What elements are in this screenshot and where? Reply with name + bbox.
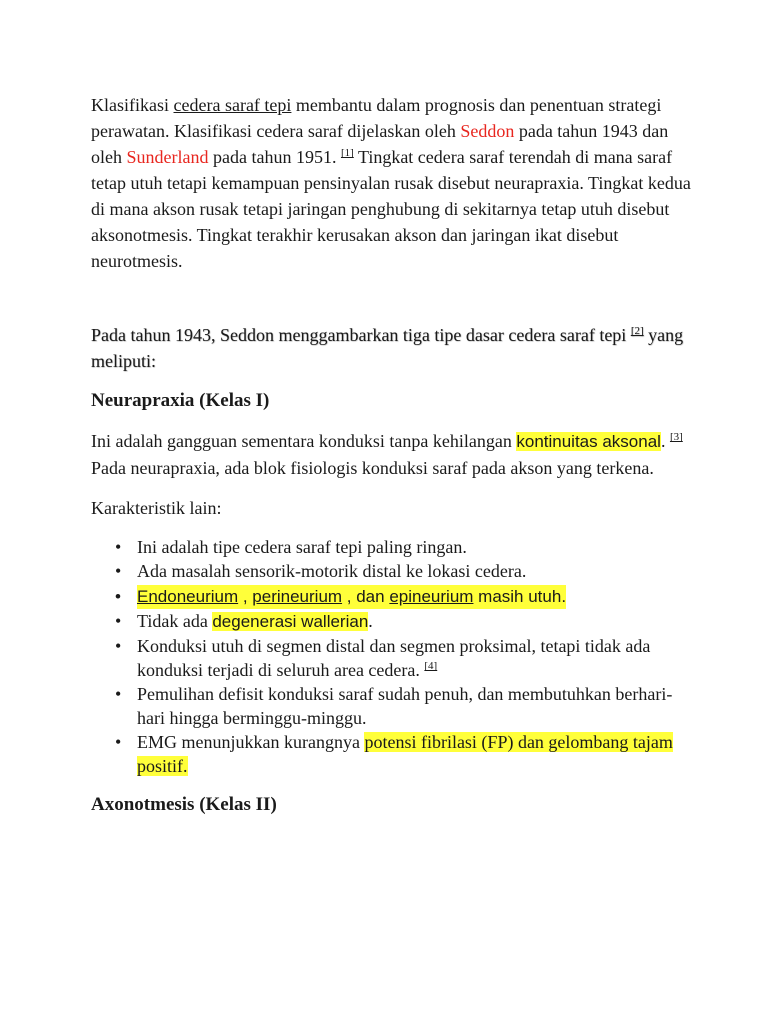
separator-text: , bbox=[238, 587, 253, 606]
ref-3[interactable]: [3] bbox=[669, 431, 683, 443]
item-text: EMG menunjukkan kurangnya bbox=[137, 732, 365, 752]
list-item-layers bbox=[137, 585, 566, 609]
separator-text: , dan bbox=[342, 587, 390, 606]
intro-text-5: Tingkat cedera saraf terendah di mana saraf tetap utuh tetapi kemampuan pensinyalan rusak disebut neurapraxia. Tingkat kedua di mana akson rusak tetapi jaringan penghubung di sekitarnya tetap utuh disebut aksonotmesis. Tingkat terakhir kerusakan akson dan jaringan ikat disebut neurotmesis. bbox=[91, 147, 691, 271]
highlight-degenerasi-wallerian: degenerasi wallerian bbox=[212, 612, 369, 631]
link-seddon[interactable]: Seddon bbox=[460, 121, 515, 141]
item-text: Konduksi utuh di segmen distal dan segmen proksimal, tetapi tidak ada konduksi terjadi di seluruh area cedera. bbox=[137, 636, 651, 680]
heading-axonotmesis: Axonotmesis (Kelas II) bbox=[91, 794, 277, 815]
link-perineurium[interactable]: perineurium bbox=[252, 587, 343, 606]
seddon-paragraph bbox=[91, 322, 691, 374]
intro-text-1: Klasifikasi bbox=[91, 95, 174, 115]
neurapraxia-text-1: Ini adalah gangguan sementara konduksi tanpa kehilangan bbox=[91, 431, 517, 451]
list-item: • Pemulihan defisit konduksi saraf sudah penuh, dan membutuhkan berhari-hari hingga berminggu-minggu. bbox=[137, 682, 691, 730]
list-item-emg bbox=[137, 730, 691, 778]
item-text: Tidak ada bbox=[137, 611, 213, 631]
neurapraxia-text-2: . bbox=[660, 431, 670, 451]
characteristics-list bbox=[91, 535, 691, 778]
neurapraxia-paragraph bbox=[91, 428, 691, 481]
intro-text-2: membantu dalam prognosis dan penentuan strategi perawatan. Klasifikasi cedera saraf dijelaskan oleh bbox=[91, 95, 662, 141]
item-text: . bbox=[368, 611, 373, 631]
seddon-text-2: yang meliputi: bbox=[91, 325, 684, 371]
seddon-text-1: Pada tahun 1943, Seddon menggambarkan tiga tipe dasar cedera saraf tepi bbox=[91, 325, 631, 345]
intro-text-3: pada tahun 1943 dan oleh bbox=[91, 121, 669, 167]
ref-2[interactable]: [2] bbox=[630, 325, 644, 337]
link-endoneurium[interactable]: Endoneurium bbox=[137, 587, 239, 606]
neurapraxia-text-3: Pada neurapraxia, ada blok fisiologis konduksi saraf pada akson yang terkena. bbox=[91, 458, 654, 478]
heading-neurapraxia: Neurapraxia (Kelas I) bbox=[91, 390, 270, 411]
link-sunderland[interactable]: Sunderland bbox=[126, 147, 209, 167]
list-item: • Ada masalah sensorik-motorik distal ke lokasi cedera. bbox=[137, 559, 691, 583]
ref-4[interactable]: [4] bbox=[424, 660, 438, 672]
ref-1[interactable]: [1] bbox=[340, 147, 354, 159]
item-text: masih utuh. bbox=[473, 587, 567, 606]
link-cedera-saraf-tepi[interactable]: cedera saraf tepi bbox=[173, 95, 292, 115]
intro-paragraph bbox=[91, 92, 691, 274]
list-item: • Ini adalah tipe cedera saraf tepi paling ringan. bbox=[137, 535, 691, 559]
intro-text-4: pada tahun 1951. bbox=[208, 147, 341, 167]
document-page bbox=[91, 92, 691, 832]
highlight-kontinuitas-aksonal: kontinuitas aksonal bbox=[516, 432, 661, 451]
highlight-potensi-fibrilasi: potensi fibrilasi (FP) dan gelombang tajam positif. bbox=[137, 732, 673, 776]
list-item-wallerian bbox=[137, 609, 691, 634]
link-epineurium[interactable]: epineurium bbox=[389, 587, 474, 606]
karakteristik-label: Karakteristik lain: bbox=[91, 498, 222, 518]
list-item-konduksi bbox=[137, 634, 691, 682]
